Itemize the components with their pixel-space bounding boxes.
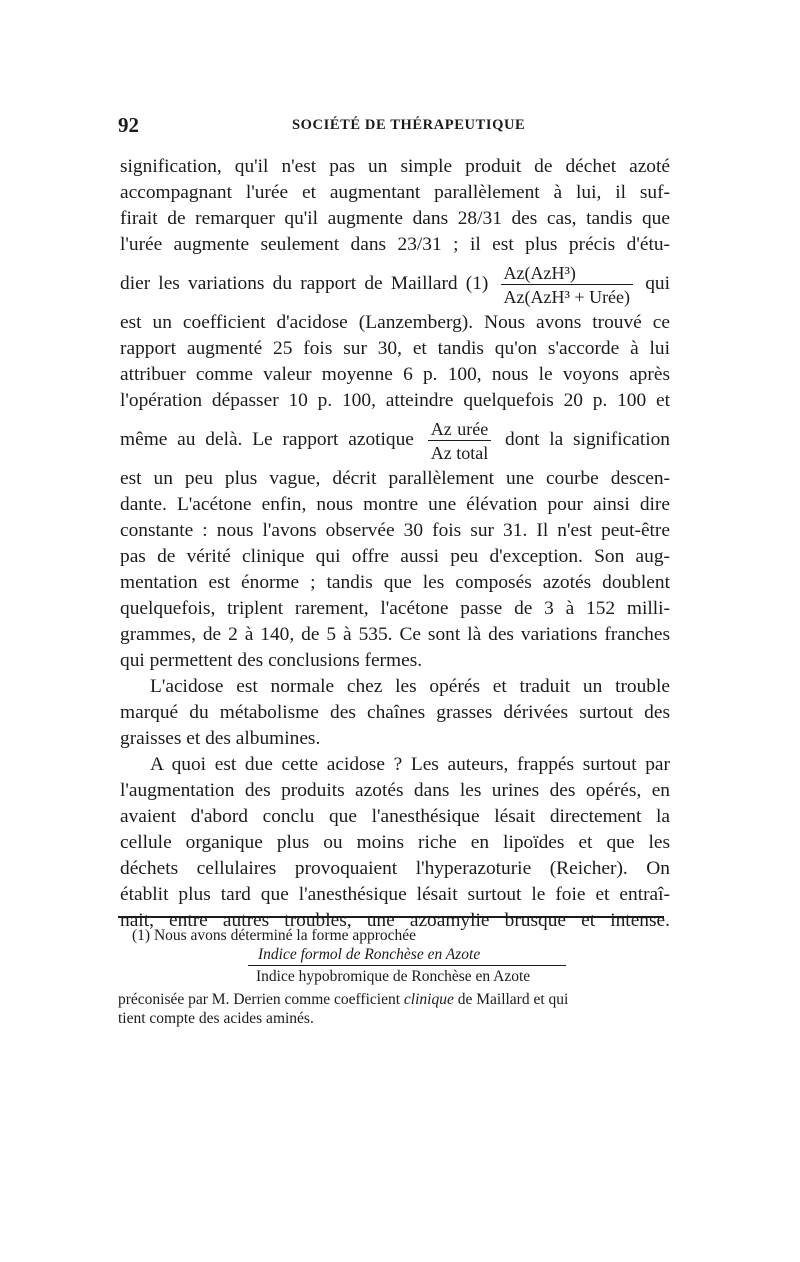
text-line: pas de vérité clinique qui offre aussi peu d'exception. Son aug-: [120, 546, 670, 567]
text-line-with-formula: même au delà. Le rapport azotique $\frac{\text{Az urée}}{\text{Az total}}$ dont la signification: [120, 418, 670, 463]
text-line: marqué du métabolisme des chaînes grasses dérivées surtout des: [120, 702, 670, 723]
text-line: déchets cellulaires provoquaient l'hyperazoturie (Reicher). On: [120, 858, 670, 879]
page-number: 92: [118, 113, 139, 137]
text-line: constante : nous l'avons observée 30 fois sur 31. Il n'est peut-être: [120, 520, 670, 541]
footnote-intro: (1) Nous avons déterminé la forme approchée: [132, 927, 417, 944]
text-line: signification, qu'il n'est pas un simple produit de déchet azoté: [120, 156, 670, 177]
page-header: [118, 113, 670, 139]
text-line: l'augmentation des produits azotés dans les urines des opérés, en: [120, 780, 670, 801]
footnote-line: tient compte des acides aminés.: [118, 1010, 314, 1027]
formula-denominator: Az total: [428, 440, 491, 462]
text-line: accompagnant l'urée et augmentant parallèlement à lui, il suf-: [120, 182, 670, 203]
footnote-fraction-bar: [248, 965, 566, 966]
text-line: attribuer comme valeur moyenne 6 p. 100, nous le voyons après: [120, 364, 670, 385]
footnote-formula-denominator: Indice hypobromique de Ronchèse en Azote: [256, 968, 531, 985]
footnote-separator: [118, 916, 664, 918]
text-line: graisses et des albumines.: [120, 728, 321, 749]
formula-denominator: Az(AzH³ + Urée): [501, 284, 633, 306]
text-line: avaient d'abord conclu que l'anesthésique lésait directement la: [120, 806, 670, 827]
text-line: est un coefficient d'acidose (Lanzemberg). Nous avons trouvé ce: [120, 312, 670, 333]
text-line: dante. L'acétone enfin, nous montre une élévation pour ainsi dire: [120, 494, 670, 515]
text-line: est un peu plus vague, décrit parallèlement une courbe descen-: [120, 468, 670, 489]
footnote-line: préconisée par M. Derrien comme coefficient clinique de Maillard et qui: [118, 991, 569, 1008]
text-line-with-formula: dier les variations du rapport de Maillard (1) $\frac{\text{Az(AzH³)}}{\text{Az(AzH³ + Urée)}}$ qui: [120, 262, 670, 307]
text-line: nait, entre autres troubles, une azoamylie brusque et intense.: [120, 910, 670, 931]
text-line: qui permettent des conclusions fermes.: [120, 650, 423, 671]
formula-numerator: Az urée: [430, 418, 489, 439]
text-line: établit plus tard que l'anesthésique lésait surtout le foie et entraî-: [120, 884, 670, 905]
text-line: cellule organique plus ou moins riche en lipoïdes et que les: [120, 832, 670, 853]
text-line: rapport augmenté 25 fois sur 30, et tandis qu'on s'accorde à lui: [120, 338, 670, 359]
maillard-ratio-formula: [501, 264, 633, 306]
text-line: grammes, de 2 à 140, de 5 à 535. Ce sont là des variations franches: [120, 624, 670, 645]
azotic-ratio-formula: [428, 420, 491, 462]
paragraph-start-line: A quoi est due cette acidose ? Les auteurs, frappés surtout par: [150, 754, 670, 775]
body-text: [120, 154, 670, 934]
text-line: l'urée augmente seulement dans 23/31 ; il est plus précis d'étu-: [120, 234, 670, 255]
footnote-formula-numerator: Indice formol de Ronchèse en Azote: [258, 946, 481, 963]
text-line: firait de remarquer qu'il augmente dans 28/31 des cas, tandis que: [120, 208, 670, 229]
text-line: quelquefois, triplent rarement, l'acétone passe de 3 à 152 milli-: [120, 598, 670, 619]
text-line: l'opération dépasser 10 p. 100, atteindre quelquefois 20 p. 100 et: [120, 390, 670, 411]
text-line: mentation est énorme ; tandis que les composés azotés doublent: [120, 572, 670, 593]
running-title: SOCIÉTÉ DE THÉRAPEUTIQUE: [292, 117, 526, 133]
paragraph-start-line: L'acidose est normale chez les opérés et traduit un trouble: [150, 676, 670, 697]
formula-numerator: Az(AzH³): [503, 262, 576, 283]
